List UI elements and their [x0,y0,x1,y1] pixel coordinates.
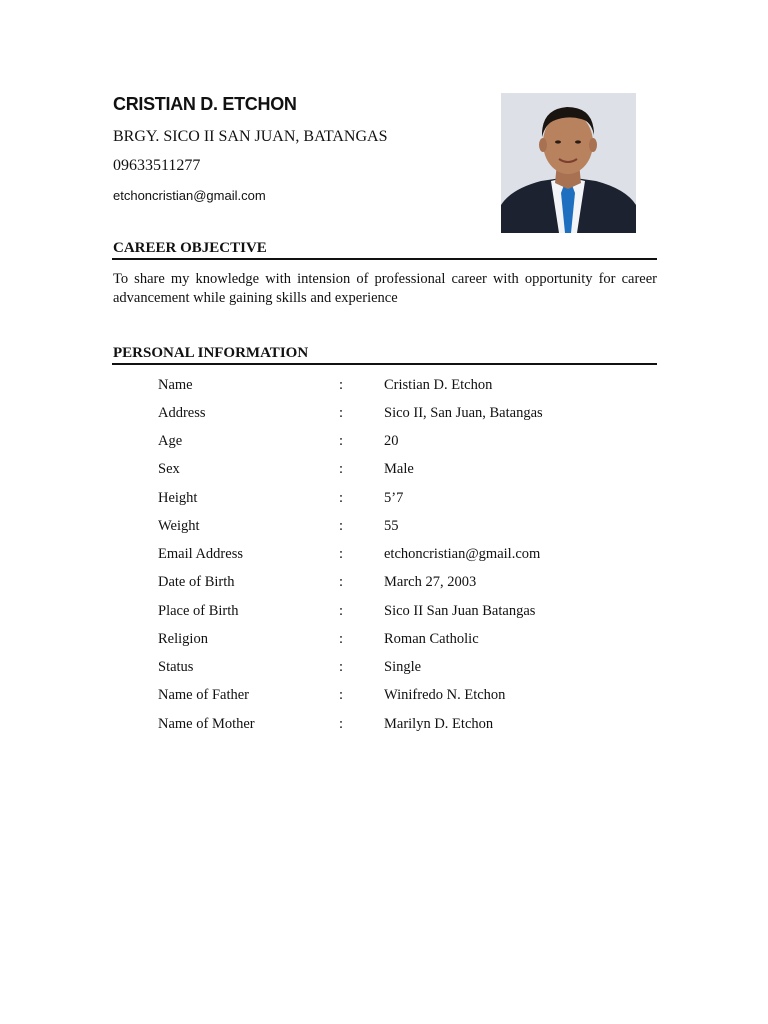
personal-information-divider [112,363,657,365]
info-row-date-of-birth [0,574,768,594]
info-label: Height [158,490,198,506]
info-separator: : [339,490,344,506]
info-label: Place of Birth [158,603,239,619]
info-value: Sico II San Juan Batangas [384,603,536,619]
personal-information-heading: PERSONAL INFORMATION [113,345,309,361]
info-row-name-of-mother [0,716,768,736]
applicant-phone: 09633511277 [113,157,201,174]
info-separator: : [339,687,344,703]
info-separator: : [339,461,344,477]
info-value: Sico II, San Juan, Batangas [384,405,543,421]
info-separator: : [339,405,344,421]
info-value: 55 [384,518,399,534]
info-value: etchoncristian@gmail.com [384,546,541,562]
info-label: Name [158,377,193,393]
info-row-place-of-birth [0,603,768,623]
info-row-email-address [0,546,768,566]
info-value: Winifredo N. Etchon [384,687,506,703]
applicant-email: etchoncristian@gmail.com [113,188,266,203]
career-objective-text: To share my knowledge with intension of professional career with opportunity for career advancement while gaining skills and experience [113,271,657,306]
applicant-photo [501,93,636,233]
info-separator: : [339,377,344,393]
info-row-age [0,433,768,453]
info-separator: : [339,546,344,562]
info-separator: : [339,574,344,590]
info-separator: : [339,433,344,449]
info-value: Roman Catholic [384,631,479,647]
applicant-name: CRISTIAN D. ETCHON [113,94,297,114]
info-separator: : [339,716,344,732]
info-label: Name of Mother [158,716,255,732]
info-value: 5’7 [384,490,404,506]
info-label: Age [158,433,183,449]
info-value: Single [384,659,422,675]
applicant-address: BRGY. SICO II SAN JUAN, BATANGAS [113,128,388,145]
info-value: 20 [384,433,399,449]
career-objective-divider [112,258,657,260]
info-row-height [0,490,768,510]
info-separator: : [339,603,344,619]
info-row-name [0,377,768,397]
info-value: Marilyn D. Etchon [384,716,494,732]
info-row-status [0,659,768,679]
info-label: Address [158,405,206,421]
info-label: Email Address [158,546,243,562]
info-row-sex [0,461,768,481]
info-row-weight [0,518,768,538]
info-row-religion [0,631,768,651]
info-separator: : [339,631,344,647]
info-value: March 27, 2003 [384,574,477,590]
info-separator: : [339,659,344,675]
info-value: Cristian D. Etchon [384,377,493,393]
info-label: Status [158,659,194,675]
info-value: Male [384,461,414,477]
info-row-address [0,405,768,425]
info-label: Sex [158,461,180,477]
portrait-illustration [501,93,636,233]
info-label: Name of Father [158,687,249,703]
info-label: Religion [158,631,208,647]
info-label: Weight [158,518,200,534]
info-row-name-of-father [0,687,768,707]
info-separator: : [339,518,344,534]
info-label: Date of Birth [158,574,235,590]
career-objective-heading: CAREER OBJECTIVE [113,240,267,256]
